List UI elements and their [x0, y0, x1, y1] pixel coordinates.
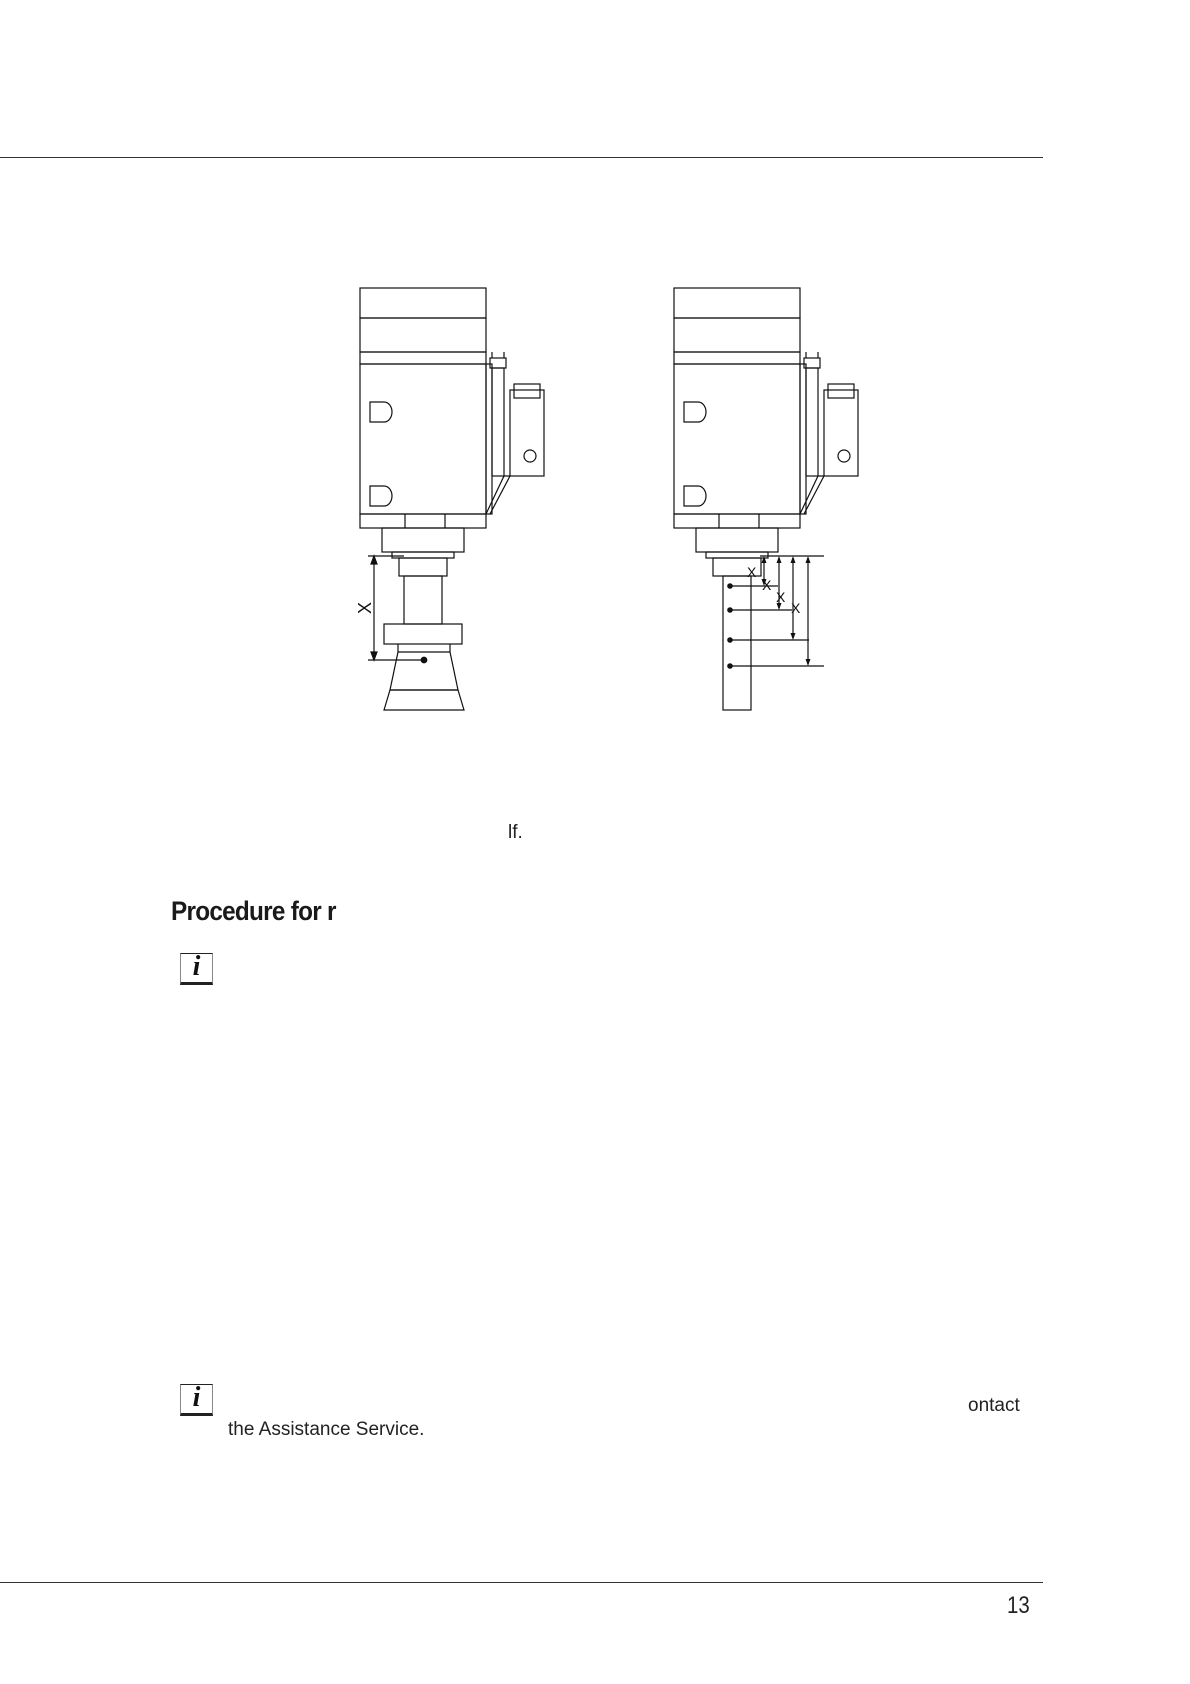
technical-figure: [340, 280, 860, 730]
page-number: 13: [1007, 1592, 1030, 1619]
right-dimension-label-4: X: [791, 600, 801, 616]
left-dimension-label: X: [355, 601, 375, 615]
caption-fragment: lf.: [508, 822, 523, 843]
info-icon: i: [180, 953, 213, 985]
left-unit-drawing: [360, 288, 544, 710]
footer-rule: [0, 1582, 1043, 1583]
right-dimension-label-2: X: [762, 577, 772, 593]
right-dimension-label-1: X: [747, 564, 757, 580]
right-dimension-label-3: X: [776, 589, 786, 605]
info-icon: i: [180, 1384, 213, 1416]
note-text-line2: the Assistance Service.: [228, 1419, 425, 1440]
right-unit-drawing: [674, 288, 858, 710]
note-text-line1: ontact: [968, 1395, 1020, 1416]
section-heading: Procedure for r: [171, 896, 336, 926]
header-rule: [0, 157, 1043, 158]
